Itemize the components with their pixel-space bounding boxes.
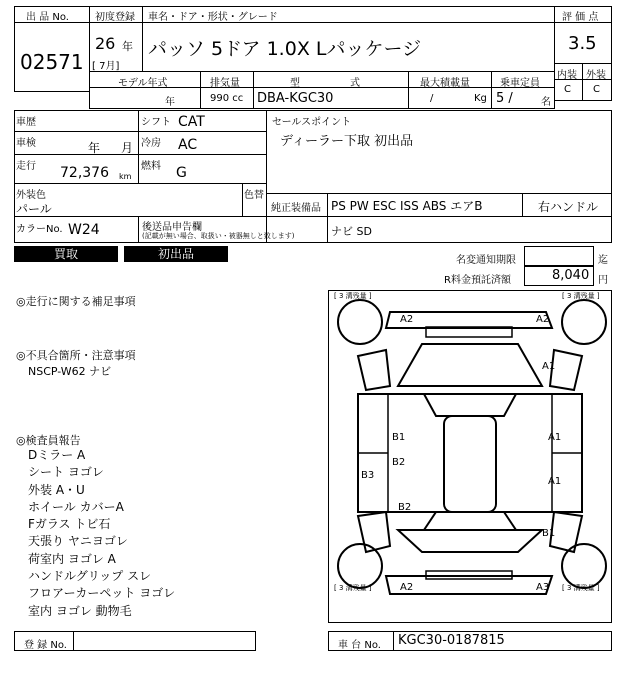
report-line: 荷室内 ヨゴレ A (28, 551, 116, 566)
model-year-unit: 年 (165, 97, 175, 108)
tire-label-front-left: [ 3 溝残量 ] (334, 292, 372, 300)
tire-label-rear-left: [ 3 溝残量 ] (334, 584, 372, 592)
report-line: 外装 A・U (28, 482, 85, 497)
mark-a2-front-left: A2 (400, 314, 414, 325)
mark-a2-rear: A2 (400, 582, 414, 593)
chassis-label: 車 台 No. (338, 640, 381, 651)
history-label: 車歴 (16, 117, 36, 128)
color-no-label: カラーNo. (16, 224, 63, 235)
buy-badge: 買取 (14, 246, 118, 262)
reg-no-label: 登 録 No. (24, 640, 67, 651)
mark-a1-right-mid: A1 (548, 476, 562, 487)
model-year-cell (89, 87, 201, 109)
driving-notes-title: ◎走行に関する補足事項 (16, 295, 136, 308)
car-outline-drawing (328, 290, 612, 623)
shift-label: シフト (141, 117, 171, 128)
capacity-label: 乗車定員 (500, 78, 540, 89)
mark-b3-rear: B3 (361, 470, 375, 481)
inspector-report-list (28, 447, 308, 620)
mark-a1-front: A1 (542, 361, 556, 372)
mark-b1-right: B1 (542, 528, 556, 539)
max-load-value: / (430, 93, 434, 104)
report-line: ハンドルグリップ スレ (28, 569, 152, 584)
type-label-cell (253, 71, 409, 88)
report-line: ホイール カバーA (28, 499, 124, 514)
mark-b2-left-upper: B2 (392, 457, 406, 468)
mileage-unit: km (119, 172, 132, 181)
report-line: シート ヨゴレ (28, 465, 104, 480)
tire-label-rear-right: [ 3 溝残量 ] (562, 584, 600, 592)
sales-point-label: セールスポイント (272, 117, 352, 128)
fuel-label: 燃料 (141, 161, 161, 172)
first-reg-year-unit: 年 (122, 40, 133, 53)
score-value: 3.5 (568, 33, 597, 54)
mark-a1-right-top: A1 (548, 432, 562, 443)
exterior-grade: C (593, 84, 600, 95)
mark-a3-rear: A3 (536, 582, 550, 593)
name-change-label: 名変通知期限 (456, 255, 516, 266)
displacement-value: 990 cc (210, 93, 244, 104)
mark-b1-left: B1 (392, 432, 406, 443)
max-load-unit: Kg (474, 93, 487, 104)
color-change-label: 色替 (244, 190, 264, 201)
recycle-label: R料金預託済額 (444, 275, 511, 286)
recycle-amount: 8,040 (552, 268, 590, 283)
defects-title: ◎不具合箇所・注意事項 (16, 349, 136, 362)
first-reg-year: 26 (95, 34, 116, 53)
name-change-unit: 迄 (598, 255, 608, 266)
ext-color-value: パール (16, 202, 52, 216)
ac-label: 冷房 (141, 138, 161, 149)
recycle-unit: 円 (598, 275, 608, 286)
report-line: 天張り ヤニヨゴレ (28, 534, 128, 549)
type-label: 型 (290, 78, 300, 89)
lot-number-label: 出 品 No. (26, 12, 69, 23)
interior-label: 内装 (557, 70, 577, 81)
inspection-label: 車検 (16, 138, 36, 149)
steering-value: 右ハンドル (538, 200, 599, 214)
first-reg-month: [ 7月] (92, 61, 120, 72)
post-declaration-label: 後送品申告欄 (142, 222, 202, 233)
equipment-value: PS PW ESC ISS ABS エアB (331, 199, 483, 213)
post-declaration-value: ナビ SD (331, 225, 372, 238)
first-listing-badge: 初出品 (124, 246, 228, 262)
tire-label-front-right: [ 3 溝残量 ] (562, 292, 600, 300)
exterior-label: 外装 (586, 70, 606, 81)
ext-color-label: 外装色 (16, 190, 46, 201)
report-line: Dミラー A (28, 448, 86, 462)
mileage-label: 走行 (16, 161, 36, 172)
displacement-label: 排気量 (210, 78, 240, 89)
sales-point-value: ディーラー下取 初出品 (280, 134, 414, 149)
report-line: フロアーカーペット ヨゴレ (28, 586, 176, 601)
fuel-value: G (176, 165, 187, 181)
score-label: 評 価 点 (562, 12, 599, 23)
interior-grade: C (564, 84, 571, 95)
mileage-value: 72,376 (60, 165, 109, 181)
type-label-2: 式 (350, 78, 360, 89)
capacity-unit: 名 (541, 97, 551, 108)
lot-number: 02571 (20, 50, 84, 74)
model-code: DBA-KGC30 (257, 91, 334, 106)
reg-no-cell (73, 631, 256, 651)
report-line: Fガラス トビ石 (28, 517, 111, 532)
defect-line: NSCP-W62 ナビ (28, 365, 112, 378)
shift-value: CAT (178, 114, 205, 130)
inspection-year-unit: 年 (88, 141, 101, 155)
car-damage-diagram (328, 290, 612, 623)
inspector-title: ◎検査員報告 (16, 434, 81, 447)
post-declaration-note: (記載が無い場合、取扱い・被器無しと致します) (142, 232, 295, 240)
mark-a2-front-right: A2 (536, 314, 550, 325)
inspection-month-unit: 月 (121, 141, 134, 155)
max-load-label: 最大積載量 (420, 78, 470, 89)
capacity-value: 5 / (496, 91, 513, 106)
equipment-label: 純正装備品 (271, 203, 321, 214)
chassis-no: KGC30-0187815 (398, 633, 505, 648)
first-reg-label: 初度登録 (95, 12, 135, 23)
color-no-value: W24 (68, 222, 100, 238)
name-change-box (524, 246, 594, 266)
model-year-label: モデル年式 (118, 78, 168, 89)
car-name-label: 車名・ドア・形状・グレード (148, 12, 278, 23)
car-name: パッソ 5ドア 1.0X Lパッケージ (148, 38, 422, 60)
mark-b2-left-lower: B2 (398, 502, 412, 513)
ac-value: AC (178, 137, 198, 153)
report-line: 室内 ヨゴレ 動物毛 (28, 603, 132, 618)
